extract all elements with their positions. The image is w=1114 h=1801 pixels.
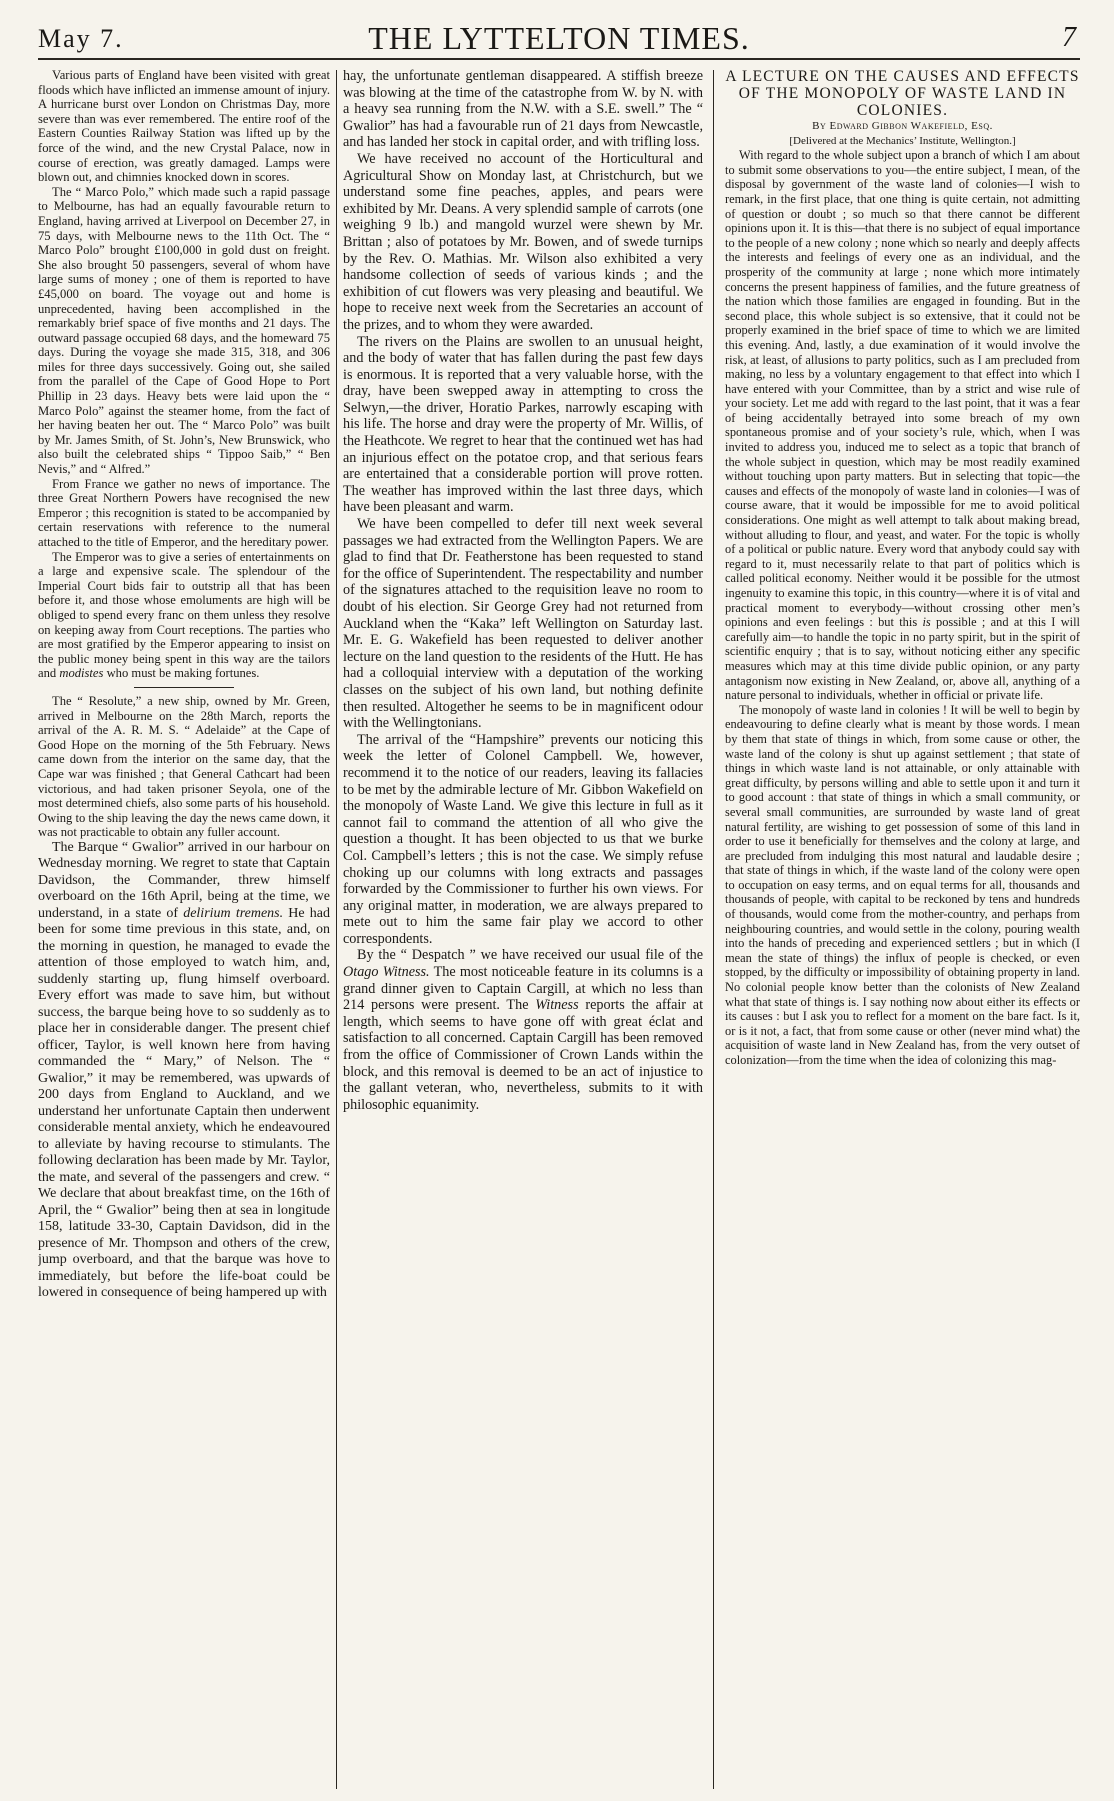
lecture-title: A LECTURE ON THE CAUSES AND EFFECTS OF THE MONOPOLY OF WASTE LAND IN COLONIES. xyxy=(725,68,1080,119)
column-2 xyxy=(343,68,703,1791)
article-paragraph: hay, the unfortunate gentleman disappeared. A stiffish breeze was blowing at the time of the catastrophe from W. by N. with a heavy sea running from the N.W. with a S.E. swell.” The “ Gwalior” has had a favourable run of 21 days from Newcastle, and has landed her stock in capital order, and with trifling loss. xyxy=(343,68,703,151)
article-paragraph: By the “ Despatch ” we have received our usual file of the Otago Witness. The most noticeable feature in its columns is a grand dinner given to Captain Cargill, at which no less than 214 persons were present. The Witness reports the affair at length, which seems to have gone off with great éclat and satisfaction to all concerned. Captain Cargill has been removed from the office of Commissioner of Crown Lands within the block, and this removal is deemed to be an act of injustice to the gallant veteran, who, nevertheless, submits to it with philosophic equanimity. xyxy=(343,947,703,1113)
article-paragraph: We have received no account of the Horticultural and Agricultural Show on Monday last, at Christchurch, but we understand some fine peaches, apples, and pears were exhibited by Mr. Deans. A very splendid sample of carrots (one weighing 9 lb.) and mangold wurzel were shewn by Mr. Brittan ; also of potatoes by Mr. Bowen, and of swede turnips by the Rev. O. Mathias. Mr. Wilson also exhibited a very handsome collection of seeds of various kinds ; and the exhibition of cut flowers was very pleasing and beautiful. We hope to receive next week from the Secretaries an account of the prizes, and to whom they were awarded. xyxy=(343,150,703,333)
section-divider xyxy=(134,687,234,688)
column-rule xyxy=(713,70,714,1789)
masthead xyxy=(38,18,1080,60)
article-paragraph: The “ Marco Polo,” which made such a rapid passage to Melbourne, has had an equally favourable return to England, having arrived at Liverpool on December 27, in 75 days, with Melbourne news to the 11th Oct. The “ Marco Polo” brought £100,000 in gold dust on freight. She also brought 50 passengers, several of whom have large sums of money ; one of them is reported to have £45,000 on board. The voyage out and home is unprecedented, having been accomplished in the remarkably brief space of five months and 21 days. The outward passage occupied 68 days, and the homeward 75 days. During the voyage she made 315, 318, and 306 miles for three days successively. Going out, she sailed from the parallel of the Cape of Good Hope to Port Phillip in 23 days. Heavy bets were laid upon the “ Marco Polo” against the steamer home, from the fact of her having beaten her out. The “ Marco Polo” was built by Mr. James Smith, of St. John’s, New Brunswick, who also built the celebrated ships “ Tippoo Saib,” “ Ben Nevis,” and “ Alfred.” xyxy=(38,184,330,477)
page-number: 7 xyxy=(1062,22,1076,53)
lecture-venue: [Delivered at the Mechanics’ Institute, Wellington.] xyxy=(789,134,1016,147)
lecture-byline: By Edward Gibbon Wakefield, Esq. xyxy=(812,120,993,132)
article-paragraph: With regard to the whole subject upon a branch of which I am about to submit some observations to you—the entire subject, I mean, of the disposal by government of the waste land of colonies—I wish to remark, in the first place, that one thing is quite certain, not admitting of question or doubt ; so much so that there cannot be different opinions upon it. It is this—that there is no subject of equal importance to the people of a new colony ; none which so nearly and deeply affects the interests and feelings of every one as an individual, and the prosperity of the community at large ; none which more intimately concerns the present happiness of families, and the future greatness of the nation which those families are engaged in founding. But in the second place, this whole subject is so extensive, that it could not be properly examined in the brief space of time to which we are limited this evening. And, lastly, a due examination of it would involve the risk, at least, of allusions to party politics, such as I am precluded from making, no less by a voluntary engagement to that effect into which I have entered with your Committee, than by a strict and wise rule of your society. Let me add with regard to the last point, that it was a fear of being accidentally betrayed into some breach of my own spontaneous promise and of your society’s rule, which, when I was invited to address you, induced me to select as a topic that branch of the whole subject in question, which may be most readily examined without touching upon party matters. But in selecting that topic—the causes and effects of the monopoly of waste land in colonies—I was of course aware, that it would be impossible for me to avoid political considerations. One might as well attempt to talk about making bread, without alluding to flour, and yeast, and water. For the topic is wholly of a political or public nature. Every word that anybody could say with regard to it, must necessarily relate to that part of politics which is called political economy. Neither would it be possible for the utmost ingenuity to examine this topic, in this country—where it is of vital and practical moment to everybody—without crossing other men’s opinions and even feelings : but this is possible ; and at this I will carefully aim—to handle the topic in no party spirit, but in the spirit of scientific enquiry ; that is to say, without noticing either any specific measures which may at this time divide public opinion, or any party antagonism now existing in New Zealand, or, above all, anything of a nature personal to individuals, whether in official or private life. xyxy=(725,148,1080,703)
article-paragraph: The “ Resolute,” a new ship, owned by Mr. Green, arrived in Melbourne on the 28th March, reports the arrival of the A. R. M. S. “ Adelaide” at the Cape of Good Hope on the morning of the 5th February. News came down from the interior on the same day, that the Cape war was finished ; that General Cathcart had been victorious, and had taken prisoner Seyola, one of the most determined chiefs, also some parts of his household. Owing to the ship leaving the day the news came down, it was not practicable to obtain any fuller account. xyxy=(38,693,330,840)
column-rule xyxy=(336,70,337,1789)
newspaper-title: THE LYTTELTON TIMES. xyxy=(368,20,750,56)
article-paragraph: The monopoly of waste land in colonies ! It will be well to begin by endeavouring to define clearly what is meant by those words. I mean by them that state of things in which, from some cause or other, the waste land of the colony is shut up against settlement ; that state of things in which waste land is not attainable, or only attainable with great difficulty, by persons willing and able to settle upon it and turn it to good account : that state of things in which a small community, or several small communities, are surrounded by waste land of great natural fertility, are wishing to get possession of some of this land in order to use it beneficially for themselves and the colony at large, and are precluded from indulging this most natural and laudable desire ; that state of things in which, if the waste land of the colony were open to occupation on easy terms, and on equal terms for all, thousands and thousands of people, with capital to be reckoned by tens and hundreds of thousands, would come from the mother-country, and perhaps from neighbouring countries, and would settle in the colony, pouring wealth into the hands of preceding and experienced settlers ; but in which (I mean the state of things) the influx of people is checked, or even stopped, by the difficulty or impossibility of obtaining property in land. No colonial people know better than the colonists of New Zealand what that state of things is. I say nothing now about either its effects or its causes : but I ask you to reflect for a moment on the bare fact. Is it, or is it not, a fact, that from some cause or other (never mind what) the acquisition of waste land in New Zealand has, from the very outset of colonization—from the time when the idea of colonizing this mag- xyxy=(725,702,1080,1067)
column-1 xyxy=(38,68,330,1791)
article-paragraph: The Emperor was to give a series of entertainments on a large and expensive scale. The splendour of the Imperial Court bids fair to outstrip all that has been before it, and those whose emoluments are high will be obliged to spend every franc on them unless they resolve on keeping away from Court receptions. The parties who are most gratified by the Emperor appearing to insist on the public money being spent in this way are the tailors and modistes who must be making fortunes. xyxy=(38,549,330,681)
article-paragraph: The Barque “ Gwalior” arrived in our harbour on Wednesday morning. We regret to state that Captain Davidson, the Commander, threw himself overboard on the 16th April, being at the time, we understand, in a state of delirium tremens. He had been for some time previous in this state, and, on the morning in question, he managed to evade the attention of those employed to watch him, and, suddenly starting up, flung himself overboard. Every effort was made to save him, but without success, the barque being hove to so suddenly as to place her in considerable danger. The present chief officer, Taylor, is well known here from having commanded the “ Mary,” of Nelson. The “ Gwalior,” it may be remembered, was upwards of 200 days from England to Auckland, and we understand her unfortunate Captain then underwent considerable mental anxiety, which he endeavoured to alleviate by having recourse to stimulants. The following declaration has been made by Mr. Taylor, the mate, and several of the passengers and crew. “ We declare that about breakfast time, on the 16th of April, the “ Gwalior” being then at sea in longitude 158, latitude 33-30, Captain Davidson, did in the presence of Mr. Thompson and others of the crew, jump overboard, and that the barque was hove to immediately, but before the life-boat could be lowered in consequence of being hampered up with xyxy=(38,839,330,1301)
article-paragraph: The rivers on the Plains are swollen to an unusual height, and the body of water that has fallen during the past few days is enormous. It is reported that a very valuable horse, with the dray, have been swepped away in attempting to cross the Selwyn,—the driver, Horatio Parkes, narrowly escaping with his life. The horse and dray were the property of Mr. Willis, of the Heathcote. We regret to hear that the continued wet has had an injurious effect on the potatoe crop, and that serious fears are entertained that a considerable portion will prove rotten. The weather has improved within the last three days, which have been pleasant and warm. xyxy=(343,333,703,516)
column-3 xyxy=(725,68,1080,1791)
article-paragraph: From France we gather no news of importance. The three Great Northern Powers have recognised the new Emperor ; this recognition is stated to be accompanied by certain reservations with reference to the numeral attached to the title of Emperor, and the hereditary power. xyxy=(38,476,330,549)
article-paragraph: We have been compelled to defer till next week several passages we had extracted from the Wellington Papers. We are glad to find that Dr. Featherstone has been requested to stand for the office of Superintendent. The respectability and number of the signatures attached to the requisition leave no room to doubt of his election. Sir George Grey had not returned from Auckland when the “Kaka” left Wellington on Saturday last. Mr. E. G. Wakefield has been requested to deliver another lecture on the land question to the residents of the Hutt. He has had a colloquial interview with a deputation of the working classes on the subject of his own land, but nothing definite then resulted. Altogether he seems to be in magnificent odour with the Wellingtonians. xyxy=(343,516,703,732)
article-paragraph: The arrival of the “Hampshire” prevents our noticing this week the letter of Colonel Campbell. We, however, recommend it to the notice of our readers, leaving its fallacies to be met by the admirable lecture of Mr. Gibbon Wakefield on the monopoly of Waste Land. We give this lecture in full as it cannot fail to command the attention of all who give the question a thought. It has been objected to us that we burke Col. Campbell’s letters ; this is not the case. We simply refuse choking up our columns with long extracts and passages forwarded by the Commissioner to further his own views. For any original matter, in moderation, we are always prepared to mete out to him the same fair play we accord to other correspondents. xyxy=(343,731,703,947)
issue-date: May 7. xyxy=(38,24,124,53)
article-paragraph: Various parts of England have been visited with great floods which have inflicted an immense amount of injury. A hurricane burst over London on Christmas Day, more severe than was ever remembered. The entire roof of the Eastern Counties Railway Station was lifted up by the force of the wind, and the new Crystal Palace, now in course of erection, was greatly damaged. Lamps were blown out, and chimnies knocked down in scores. xyxy=(38,68,330,185)
